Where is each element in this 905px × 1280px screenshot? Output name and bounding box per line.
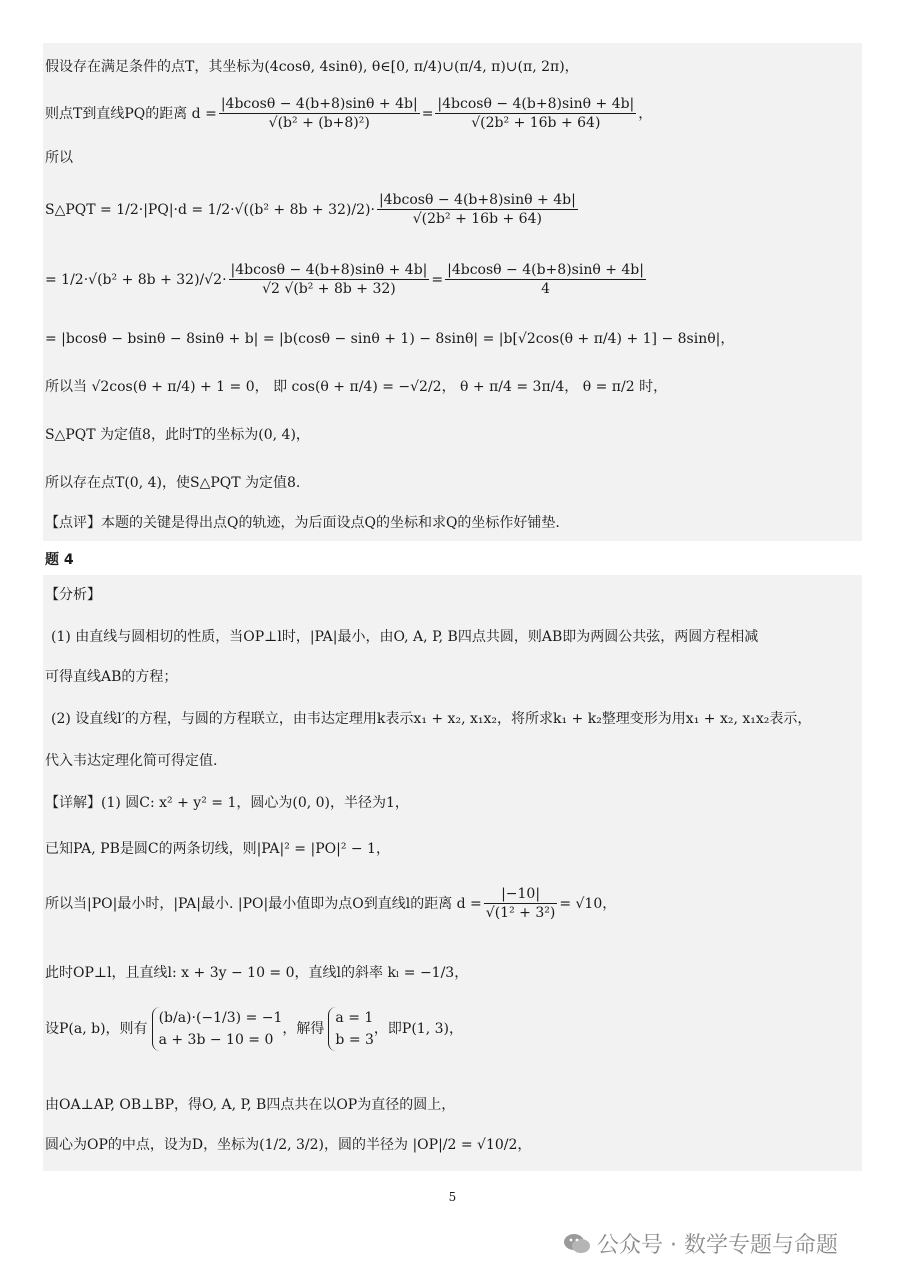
comment-line: 【点评】本题的关键是得出点Q的轨迹，为后面设点Q的坐标和求Q的坐标作好铺垫. bbox=[45, 515, 560, 531]
text-line: 由OA⊥AP, OB⊥BP，得O, A, P, B四点共在以OP为直径的圆上， bbox=[45, 1097, 456, 1113]
wechat-icon bbox=[563, 1232, 591, 1256]
denominator: √(b² + (b+8)²) bbox=[268, 115, 370, 131]
area-simplify-line: = 1/2·√(b² + 8b + 32)/√2· $\frac{|4bcos\theta - 4(b+8)\sin\theta + 4b|}{\text{√2 √(b² + 8b + 32)}}$ = $\frac{|4bcos\theta - 4(b+8)\sin\theta + 4b|}{4}$ bbox=[45, 262, 644, 297]
text-line: (2) 设直线l′的方程，与圆的方程联立，由韦达定理用k表示x₁ + x₂, x₁x₂，将所求k₁ + k₂整理变形为用x₁ + x₂, x₁x₂表示， bbox=[51, 711, 812, 727]
text-line: 所以当 √2cos(θ + π/4) + 1 = 0， 即 cos(θ + π/4) = −√2/2， θ + π/4 = 3π/4， θ = π/2 时， bbox=[45, 379, 668, 395]
numerator: |−10| bbox=[484, 885, 558, 904]
page-number: 5 bbox=[448, 1190, 457, 1204]
equation: b = 3 bbox=[335, 1032, 374, 1048]
numerator: |4bcosθ − 4(b+8)sinθ + 4b| bbox=[220, 96, 418, 112]
distance-formula-line: 则点T到直线PQ的距离 d = $\frac{|4bcos\theta - 4(b+8)\sin\theta + 4b|}{\text{√(b² + (b+8)²)}}$ = $\frac{|4bcos\theta - 4(b+8)\sin\theta + 4b|}{\text{√(2b² + 16b + 64)}}$ ， bbox=[45, 96, 653, 131]
text-line: 【详解】(1) 圆C: x² + y² = 1，圆心为(0, 0)，半径为1， bbox=[45, 795, 409, 811]
watermark bbox=[563, 1228, 838, 1259]
solution-system bbox=[328, 1007, 374, 1051]
text-line: 圆心为OP的中点，设为D，坐标为(1/2, 3/2)，圆的半径为 |OP|/2 = √10/2， bbox=[45, 1137, 532, 1153]
formula-prefix: S△PQT = 1/2·|PQ|·d = 1/2·√((b² + 8b + 32)/2)· bbox=[45, 201, 375, 218]
text-line: 可得直线AB的方程； bbox=[45, 669, 178, 685]
numerator: |4bcosθ − 4(b+8)sinθ + 4b| bbox=[230, 262, 428, 278]
text-line: 代入韦达定理化简可得定值. bbox=[45, 753, 218, 769]
denominator: √(1² + 3²) bbox=[485, 905, 556, 921]
text-line: 已知PA, PB是圆C的两条切线，则|PA|² = |PO|² − 1， bbox=[45, 841, 390, 857]
watermark-text: 公众号 · 数学专题与命题 bbox=[597, 1233, 838, 1258]
fraction bbox=[219, 95, 420, 132]
numerator: |4bcosθ − 4(b+8)sinθ + 4b| bbox=[437, 96, 635, 112]
text-line: = |bcosθ − bsinθ − 8sinθ + b| = |b(cosθ − sinθ + 1) − 8sinθ| = |b[√2cos(θ + π/4) + 1] − 8sinθ|， bbox=[45, 331, 735, 347]
equation: a = 1 bbox=[335, 1010, 374, 1026]
text-line: 【分析】 bbox=[45, 587, 101, 603]
denominator: √2 √(b² + 8b + 32) bbox=[262, 281, 396, 297]
formula-prefix: 所以当|PO|最小时，|PA|最小. |PO|最小值即为点O到直线l的距离 d = bbox=[45, 895, 482, 912]
formula-suffix: = √10， bbox=[559, 895, 617, 912]
formula-mid: ，解得 bbox=[282, 1021, 325, 1037]
fraction bbox=[229, 261, 430, 298]
formula-prefix: = 1/2·√(b² + 8b + 32)/√2· bbox=[45, 271, 227, 288]
system-line bbox=[45, 1007, 463, 1051]
formula-prefix: 设P(a, b)，则有 bbox=[45, 1021, 148, 1037]
equation-system bbox=[152, 1007, 283, 1051]
fraction bbox=[377, 191, 578, 228]
fraction bbox=[435, 95, 636, 132]
area-formula-line bbox=[45, 191, 580, 228]
text-line: 所以存在点T(0, 4)，使S△PQT 为定值8. bbox=[45, 475, 301, 491]
problem-heading: 题 4 bbox=[45, 552, 74, 568]
solution-block-3 bbox=[43, 43, 862, 541]
denominator: √(2b² + 16b + 64) bbox=[471, 115, 601, 131]
text-line: S△PQT 为定值8，此时T的坐标为(0, 4)， bbox=[45, 427, 310, 443]
numerator: |4bcosθ − 4(b+8)sinθ + 4b| bbox=[447, 262, 644, 278]
distance-line bbox=[45, 885, 616, 922]
text-line: 此时OP⊥l，且直线l: x + 3y − 10 = 0，直线l的斜率 kₗ = −1/3， bbox=[45, 965, 469, 981]
formula-prefix: 则点T到直线PQ的距离 d = bbox=[45, 105, 217, 122]
text-line: (1) 由直线与圆相切的性质，当OP⊥l时，|PA|最小，由O, A, P, B四点共圆，则AB即为两圆公共弦，两圆方程相减 bbox=[51, 629, 759, 645]
numerator: |4bcosθ − 4(b+8)sinθ + 4b| bbox=[378, 192, 576, 208]
fraction bbox=[445, 261, 646, 298]
denominator: 4 bbox=[541, 281, 551, 297]
equation: a + 3b − 10 = 0 bbox=[158, 1032, 274, 1048]
denominator: √(2b² + 16b + 64) bbox=[412, 211, 542, 227]
text-line: 假设存在满足条件的点T，其坐标为(4cosθ, 4sinθ), θ∈[0, π/4)∪(π/4, π)∪(π, 2π)， bbox=[45, 59, 579, 75]
formula-suffix: ，即P(1, 3)， bbox=[373, 1021, 463, 1037]
equation: (b/a)·(−1/3) = −1 bbox=[158, 1010, 283, 1026]
fraction bbox=[484, 885, 558, 922]
text-line: 所以 bbox=[45, 150, 73, 166]
solution-block-4 bbox=[43, 575, 862, 1171]
